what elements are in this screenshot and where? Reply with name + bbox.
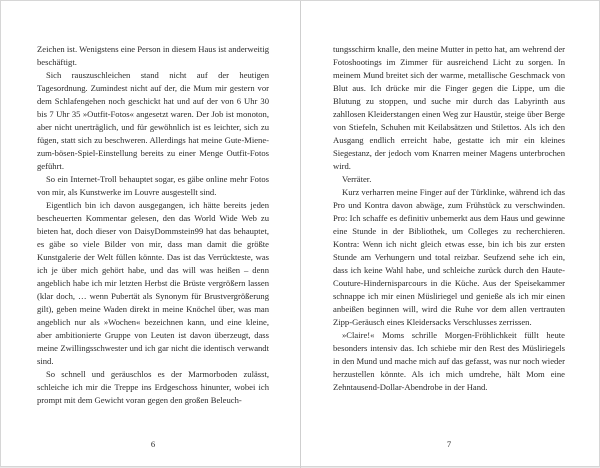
paragraph: tungsschirm knalle, den meine Mutter in petto hat, am wehrend der Fotoshootings im Zimmer für ausreichend Licht zu sorgen. In meinem Mund breitet sich der warme, metallische Geschmack von Blut aus. Ich drücke mir die Finger gegen die Lippe, um die Blutung zu stoppen, und suche mir durch das Labyrinth aus zahllosen Kleiderstangen einen Weg zur Haustür, steige über Berge von Stiefeln, Schuhen mit Keilabsätzen und Stilettos. Als ich den Ausgang endlich erreicht habe, gestatte ich mir ein kleines Siegestanz, der jedoch vom Knarren meiner Magens unterbrochen wird. bbox=[333, 44, 565, 171]
paragraph: »Claire!« Moms schrille Morgen-Fröhlichkeit füllt heute besonders intensiv das. Ich schiebe mir den Rest des Müsliriegels in den Mund und mache mich auf das gefasst, was nur noch wieder herzustellen könnte. Als ich mich umdrehe, hält Mom eine Zehntausend-Dollar-Abendrobe in der Hand. bbox=[333, 330, 565, 392]
paragraph: Eigentlich bin ich davon ausgegangen, ich hätte bereits jeden bescheuerten Kommentar gelesen, den das World Wide Web zu bieten hat, doch dieser von DaisyDommstein99 hat das behauptet, es gäbe so viele Bilder von mir, dass man damit die größte Kunstgalerie der Welt füllen könnte. Das ist das Verrückteste, was ich je über mich gehört habe, und das will was heißen – denn angeblich habe ich mir letzten Herbst die Brüste vergrößern lassen (klar doch, … wenn Pubertät als Synonym für Brustvergrößerung gilt), geben meine Waden direkt in meine Knöchel über, was man angeblich nur als »Wochen« bezeichnen kann, und eine kleine, aber ambitionierte Gruppe von Leuten ist davon überzeugt, dass meine Zwillingsschwester und ich gar nicht die identisch verwandt sind. bbox=[37, 200, 269, 366]
page-gutter bbox=[300, 1, 301, 468]
right-page bbox=[333, 43, 565, 394]
paragraph: So schnell und geräuschlos es der Marmorboden zulässt, schleiche ich mir die Treppe ins Erdgeschoss hinunter, wobei ich prompt mit dem Gewicht voran gegen den großen Beleuch- bbox=[37, 369, 269, 405]
paragraph: So ein Internet-Troll behauptet sogar, es gäbe online mehr Fotos von mir, als Kunstwerke im Louvre ausgestellt sind. bbox=[37, 174, 269, 197]
paragraph: Verräter. bbox=[342, 174, 372, 184]
page-number-left: 6 bbox=[150, 439, 156, 449]
page-number-right: 7 bbox=[446, 439, 452, 449]
paragraph: Kurz verharren meine Finger auf der Türklinke, während ich das Pro und Kontra davon abwäge, zum Frühstück zu verschwinden. Pro: Ich schaffe es definitiv unbemerkt aus dem Haus und gewinne eine Stunde in der Bibliothek, um Colleges zu recherchieren. Kontra: Wenn ich nicht gleich etwas esse, bin ich bis zur ersten Stunde am Verhungern und total reizbar. Seufzend sehe ich ein, dass ich keine Wahl habe, und schleiche zurück durch den Haute-Couture-Hindernisparcours in die Küche. Aus der Speisekammer schnappe ich mir einen Müsliriegel und genieße als ich mir einen anbeißen beginnen will, wird die Ruhe vor dem allen vertrauten Zipp-Geräusch eines Kleidersacks Verschlusses zerrissen. bbox=[333, 187, 565, 327]
paragraph: Sich rauszuschleichen stand nicht auf der heutigen Tagesordnung. Zumindest nicht auf der, die Mum mir gestern vor dem Schlafengehen noch geschickt hat und auf der von 6 Uhr 30 bis 7 Uhr 35 »Outfit-Fotos« angesetzt waren. Der Job ist monoton, aber nicht unerträglich, und für gewöhnlich ist es leichter, sich zu fügen, statt sich zu beschweren. Allerdings hat meine Gute-Miene-zum-bösen-Spiel-Einstellung bereits zu einer Menge Outfit-Fotos geführt. bbox=[37, 70, 269, 171]
left-page bbox=[37, 43, 269, 407]
paragraph: Zeichen ist. Wenigstens eine Person in diesem Haus ist anderweitig beschäftigt. bbox=[37, 44, 269, 67]
